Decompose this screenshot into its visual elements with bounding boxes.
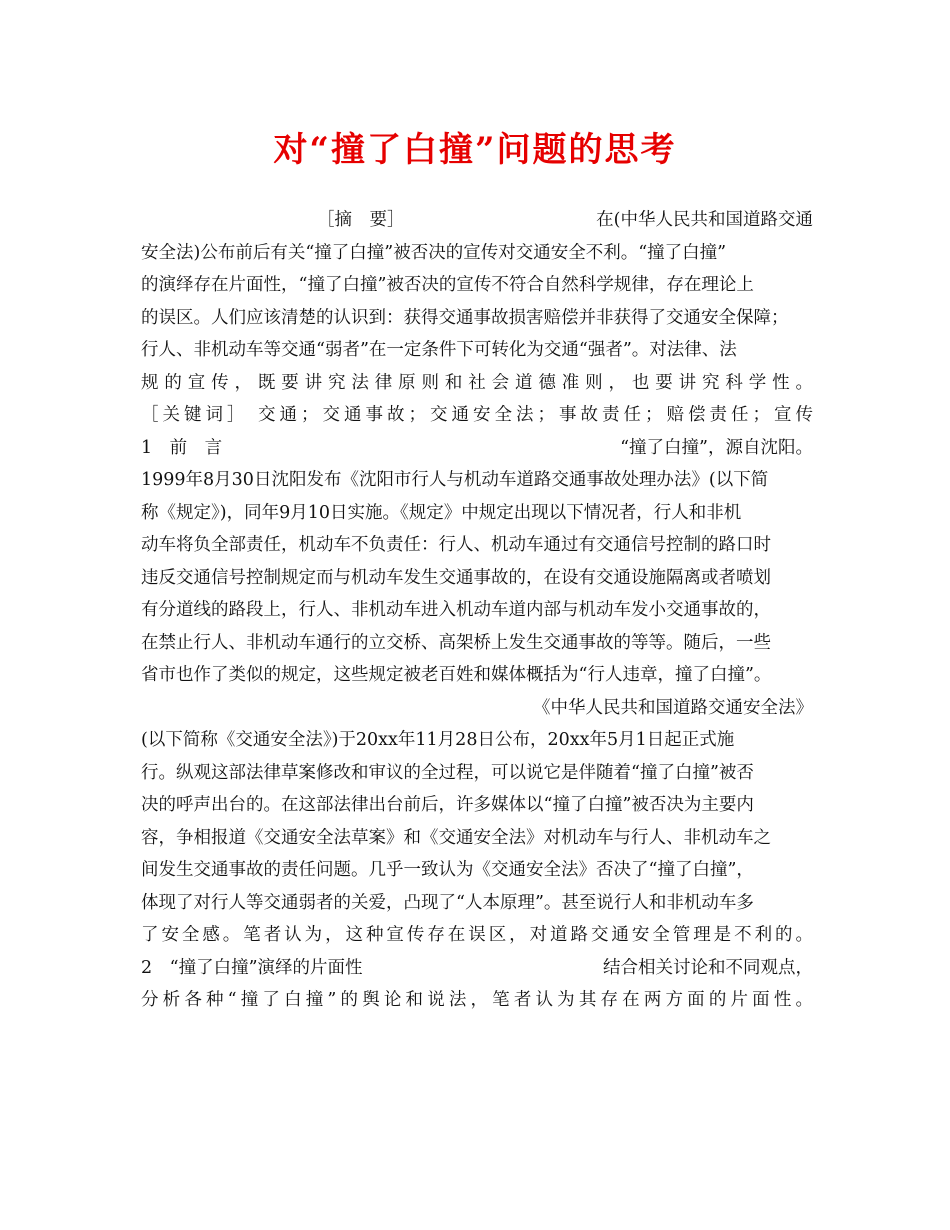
text-segment: 1 前 言	[141, 437, 223, 458]
text-segment: 2 “撞了白撞”演绎的片面性	[141, 957, 363, 978]
text-line: 在禁止行人、非机动车通行的立交桥、高架桥上发生交通事故的等等。随后，一些	[141, 632, 771, 653]
text-line: 《中华人民共和国道路交通安全法》	[533, 697, 813, 718]
text-line	[141, 204, 813, 237]
text-line: ［关键词］ 交通；交通事故；交通安全法；事故责任；赔偿责任；宣传	[141, 405, 813, 425]
text-segment: 结合相关讨论和不同观点，	[603, 957, 813, 978]
text-line: 省市也作了类似的规定，这些规定被老百姓和媒体概括为“行人违章，撞了白撞”。	[141, 665, 772, 685]
text-segment: “撞了白撞”，源自沈阳。	[620, 437, 813, 458]
text-line: 行。纵观这部法律草案修改和审议的全过程，可以说它是伴随着“撞了白撞”被否	[141, 762, 754, 783]
text-line: 动车将负全部责任，机动车不负责任：行人、机动车通过有交通信号控制的路口时	[141, 535, 771, 555]
text-line: 体现了对行人等交通弱者的关爱，凸现了“人本原理”。甚至说行人和非机动车多	[141, 892, 754, 913]
text-line	[141, 432, 813, 465]
text-line: 容，争相报道《交通安全法草案》和《交通安全法》对机动车与行人、非机动车之	[141, 827, 771, 848]
text-line: 的误区。人们应该清楚的认识到：获得交通事故损害赔偿并非获得了交通安全保障；	[141, 307, 789, 328]
text-line: (以下简称《交通安全法》)于20xx年11月28日公布，20xx年5月1日起正式施	[141, 730, 735, 750]
text-line: 间发生交通事故的责任问题。几乎一致认为《交通安全法》否决了“撞了白撞”，	[141, 860, 754, 880]
text-line: 1999年8月30日沈阳发布《沈阳市行人与机动车道路交通事故处理办法》(以下简	[141, 470, 769, 490]
text-line: 称《规定》)，同年9月10日实施。《规定》中规定出现以下情况者，行人和非机	[141, 502, 742, 523]
text-line: 行人、非机动车等交通“弱者”在一定条件下可转化为交通“强者”。对法律、法	[141, 340, 737, 360]
text-line: 的演绎存在片面性，“撞了白撞”被否决的宣传不符合自然科学规律，存在理论上	[141, 275, 754, 295]
text-line: 规的宣传，既要讲究法律原则和社会道德准则，也要讲究科学性。	[141, 372, 813, 393]
text-line: 有分道线的路段上，行人、非机动车进入机动车道内部与机动车发小交通事故的，	[141, 600, 771, 620]
text-segment: ［摘 要］	[317, 210, 405, 230]
text-line: 决的呼声出台的。在这部法律出台前后，许多媒体以“撞了白撞”被否决为主要内	[141, 795, 754, 815]
document-body	[141, 204, 813, 1017]
text-line: 安全法)公布前后有关“撞了白撞”被否决的宣传对交通安全不利。“撞了白撞”	[141, 242, 727, 263]
text-line	[141, 952, 813, 985]
text-segment: 在(中华人民共和国道路交通	[596, 210, 813, 230]
page-title: 对“撞了白撞”问题的思考	[273, 130, 677, 170]
text-line: 违反交通信号控制规定而与机动车发生交通事故的，在设有交通设施隔离或者喷划	[141, 567, 771, 588]
text-line: 分析各种“撞了白撞”的舆论和说法，笔者认为其存在两方面的片面性。	[141, 990, 813, 1010]
text-line: 了安全感。笔者认为，这种宣传存在误区，对道路交通安全管理是不利的。	[141, 925, 813, 945]
